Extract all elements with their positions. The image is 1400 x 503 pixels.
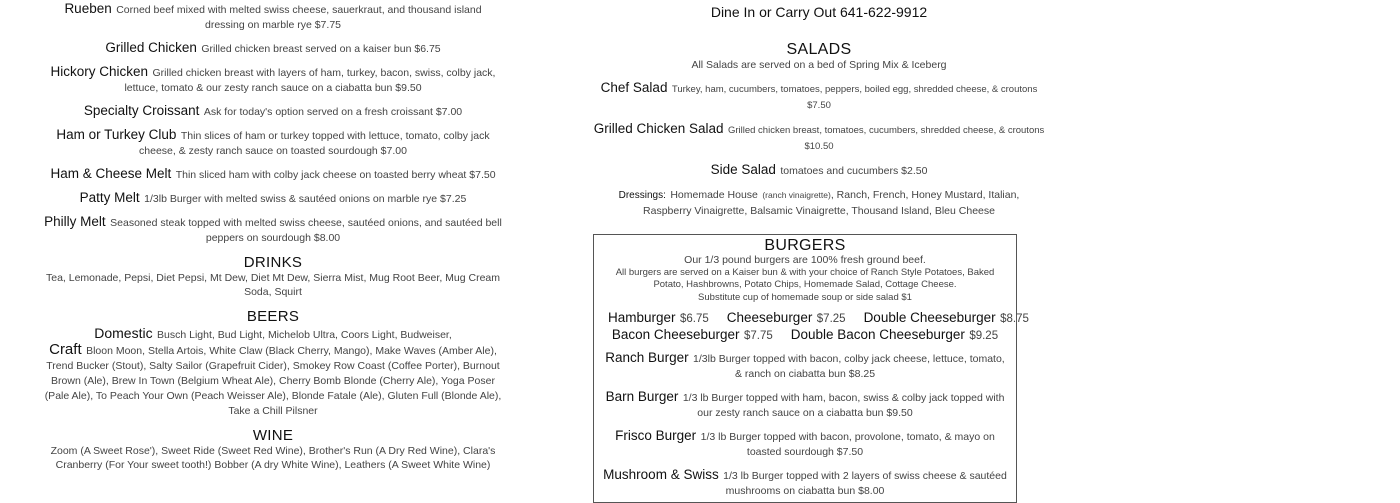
menu-item: Grilled Chicken Grilled chicken breast served on a kaiser bun $6.75 [105, 40, 441, 55]
menu-item: Ham & Cheese Melt Thin sliced ham with colby jack cheese on toasted berry wheat $7.50 [50, 166, 496, 181]
burger-price-row [602, 310, 1029, 327]
section-heading-drinks: DRINKS [243, 254, 303, 271]
burger-item: Barn Burger 1/3 lb Burger topped with ham, bacon, swiss & colby jack topped with our zesty ranch sauce on a ciabatta bun $9.50 [605, 389, 1005, 419]
burger-price: Cheeseburger $7.25 [726, 310, 846, 325]
drinks-list: Tea, Lemonade, Pepsi, Diet Pepsi, Mt Dew, Diet Mt Dew, Sierra Mist, Mug Root Beer, Mug Cream Soda, Squirt [45, 272, 500, 298]
burger-item: Ranch Burger 1/3lb Burger topped with bacon, colby jack cheese, lettuce, tomato, & ranch on ciabatta bun $8.25 [605, 350, 1005, 380]
beers-craft: Craft Bloon Moon, Stella Artois, White Claw (Black Cherry, Mango), Make Waves (Amber Ale), Trend Bucker (Stout), Salty Sailor (Grapefruit Cider), Smokey Row Coast (Coffee Porter), Burnout Brown (Ale), Brew In Town (Belgium Wheat Ale), Cherry Bomb Blonde (Cherry Ale), Yoga Poser (Pale Ale), To Peach Your Own (Peach Weisser Ale), Blonde Fatale (Ale), Gluten Full (Blonde Ale), Take a Chill Pilsner [44, 341, 502, 417]
burger-price: Hamburger $6.75 [608, 310, 709, 325]
salads-subtitle: All Salads are served on a bed of Spring Mix & Iceberg [691, 59, 947, 71]
menu-item: Specialty Croissant Ask for today's option served on a fresh croissant $7.00 [83, 103, 463, 118]
wine-list: Zoom (A Sweet Rose'), Sweet Ride (Sweet Red Wine), Brother's Run (A Dry Red Wine), Clara's Cranberry (For Your sweet tooth!) Bobber (A dry White Wine), Leathers (A Sweet White Wine) [50, 445, 496, 471]
salad-item: Side Salad tomatoes and cucumbers $2.50 [710, 162, 928, 177]
right-column [588, 4, 1050, 503]
burger-price: Double Cheeseburger $8.75 [863, 310, 1029, 325]
contact-line: Dine In or Carry Out 641-622-9912 [710, 4, 928, 20]
dressings: Dressings: Homemade House (ranch vinaigrette), Ranch, French, Honey Mustard, Italian, Raspberry Vinaigrette, Balsamic Vinaigrette, Thousand Island, Bleu Cheese [618, 189, 1020, 217]
burger-price: Double Bacon Cheeseburger $9.25 [790, 327, 999, 342]
burgers-box [593, 234, 1029, 503]
section-heading-salads: SALADS [786, 41, 852, 58]
burger-price-row [602, 327, 1008, 344]
section-heading-wine: WINE [252, 427, 294, 444]
section-heading-burgers: BURGERS [764, 237, 846, 254]
menu-item: Philly Melt Seasoned steak topped with melted swiss cheese, sautéed onions, and sautéed bell peppers on sourdough $8.00 [44, 214, 502, 244]
left-column [44, 2, 502, 472]
menu-item: Patty Melt 1/3lb Burger with melted swiss & sautéed onions on marble rye $7.25 [79, 190, 467, 205]
section-heading-beers: BEERS [246, 308, 300, 325]
burger-price: Bacon Cheeseburger $7.75 [611, 327, 773, 342]
burger-item: Frisco Burger 1/3 lb Burger topped with bacon, provolone, tomato, & mayo on toasted sourdough $7.50 [615, 428, 995, 458]
burger-item: Mushroom & Swiss 1/3 lb Burger topped with 2 layers of swiss cheese & sautéed mushrooms on ciabatta bun $8.00 [603, 467, 1007, 497]
menu-item: Rueben Corned beef mixed with melted swiss cheese, sauerkraut, and thousand island dressing on marble rye $7.75 [64, 1, 482, 31]
menu-item: Hickory Chicken Grilled chicken breast with layers of ham, turkey, bacon, swiss, colby jack, lettuce, tomato & our zesty ranch sauce on a ciabatta bun $9.50 [50, 64, 496, 94]
burgers-intro: Our 1/3 pound burgers are 100% fresh ground beef. All burgers are served on a Kaiser bun & with your choice of Ranch Style Potatoes, Baked Potato, Hashbrowns, Potato Chips, Homemade Salad, Cottage Cheese. Substitute cup of homemade soup or side salad $1 [615, 254, 995, 303]
menu-item: Ham or Turkey Club Thin slices of ham or turkey topped with lettuce, tomato, colby jack cheese, & zesty ranch sauce on toasted sourdough $7.00 [56, 127, 490, 157]
salad-item: Grilled Chicken Salad Grilled chicken breast, tomatoes, cucumbers, shredded cheese, & croutons $10.50 [593, 121, 1045, 152]
salad-item: Chef Salad Turkey, ham, cucumbers, tomatoes, peppers, boiled egg, shredded cheese, & croutons $7.50 [600, 80, 1038, 111]
beers-domestic: Domestic Busch Light, Bud Light, Michelob Ultra, Coors Light, Budweiser, [94, 325, 452, 341]
